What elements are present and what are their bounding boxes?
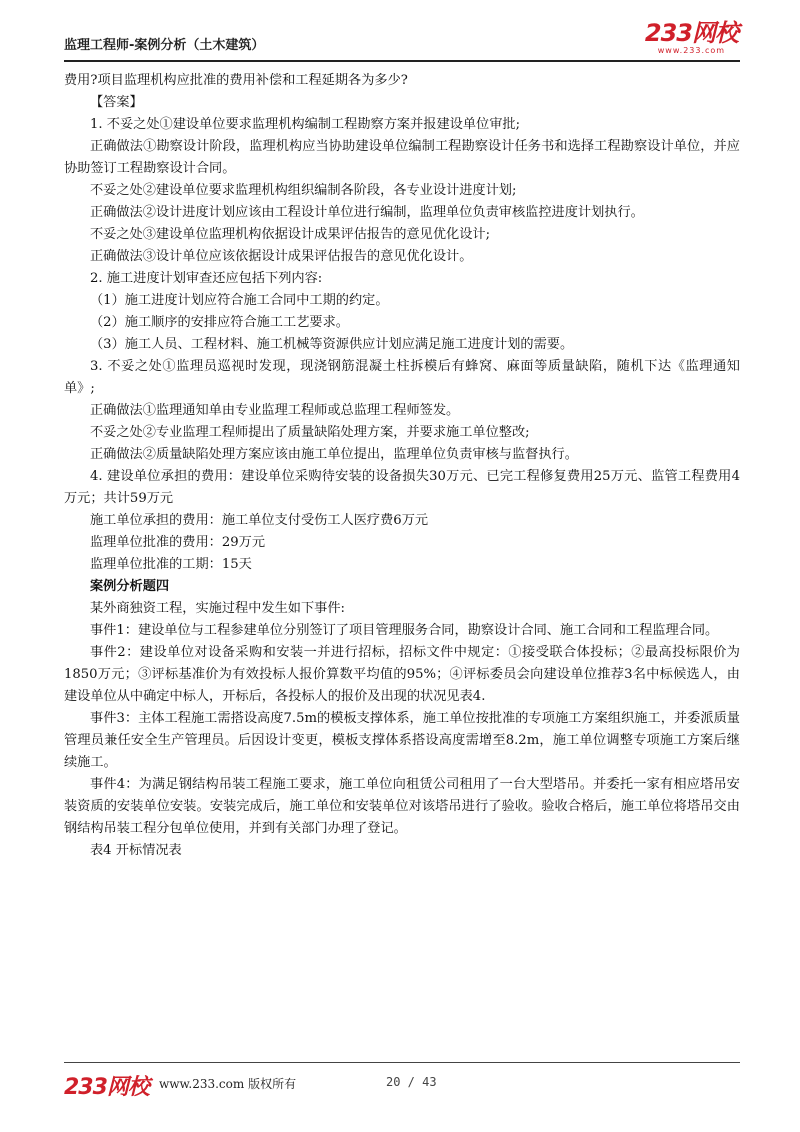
footer-divider (64, 1062, 740, 1063)
paragraph: 事件1：建设单位与工程参建单位分别签订了项目管理服务合同，勘察设计合同、施工合同和工程监理合同。 (90, 623, 719, 638)
paragraph: （2）施工顺序的安排应符合施工工艺要求。 (90, 315, 349, 330)
paragraph: 不妥之处②建设单位要求监理机构组织编制各阶段，各专业设计进度计划; (90, 183, 517, 198)
document-body (64, 70, 740, 862)
page-number: 20 / 43 (386, 1075, 437, 1089)
paragraph: 事件2：建设单位对设备采购和安装一并进行招标，招标文件中规定：①接受联合体投标；②最高投标限价为1850万元；③评标基准价为有效投标人报价算数平均值的95%；④评标委员会向建设单位推荐3名中标候选人，由建设单位从中确定中标人，开标后，各投标人的报价及出现的状况见表4. (64, 645, 740, 704)
section-heading: 案例分析题四 (90, 579, 170, 594)
brand-logo[interactable] (645, 20, 738, 55)
paragraph: 【答案】 (90, 95, 143, 110)
logo-text: 233网校 (644, 19, 738, 47)
footer-logo[interactable]: 233网校 (64, 1075, 149, 1100)
paragraph: （1）施工进度计划应符合施工合同中工期的约定。 (90, 293, 389, 308)
paragraph: 1. 不妥之处①建设单位要求监理机构编制工程勘察方案并报建设单位审批; (90, 117, 521, 132)
paragraph: 正确做法②质量缺陷处理方案应该由施工单位提出，监理单位负责审核与监督执行。 (90, 447, 578, 462)
paragraph: 正确做法①监理通知单由专业监理工程师或总监理工程师签发。 (90, 403, 460, 418)
paragraph: 不妥之处②专业监理工程师提出了质量缺陷处理方案，并要求施工单位整改; (90, 425, 530, 440)
paragraph: 表4 开标情况表 (90, 843, 182, 858)
paragraph: 监理单位批准的工期：15天 (90, 557, 252, 572)
paragraph: 正确做法①勘察设计阶段，监理机构应当协助建设单位编制工程勘察设计任务书和选择工程勘察设计单位，并应协助签订工程勘察设计合同。 (64, 139, 740, 176)
paragraph: 正确做法②设计进度计划应该由工程设计单位进行编制，监理单位负责审核监控进度计划执行。 (90, 205, 644, 220)
page-footer (64, 1062, 740, 1102)
paragraph: 事件3：主体工程施工需搭设高度7.5m的模板支撑体系，施工单位按批准的专项施工方案组织施工，并委派质量管理员兼任安全生产管理员。后因设计变更，模板支撑体系搭设高度需增至8.2m，施工单位调整专项施工方案后继续施工。 (64, 711, 740, 770)
paragraph: 2. 施工进度计划审查还应包括下列内容: (90, 271, 323, 286)
paragraph: 事件4：为满足钢结构吊装工程施工要求，施工单位向租赁公司租用了一台大型塔吊。并委托一家有相应塔吊安装资质的安装单位安装。安装完成后，施工单位和安装单位对该塔吊进行了验收。验收合格后，施工单位将塔吊交由钢结构吊装工程分包单位使用，并到有关部门办理了登记。 (64, 777, 740, 836)
paragraph: 3. 不妥之处①监理员巡视时发现，现浇钢筋混凝土柱拆模后有蜂窝、麻面等质量缺陷，随机下达《监理通知单》; (64, 359, 740, 396)
paragraph: 监理单位批准的费用：29万元 (90, 535, 266, 550)
paragraph: 不妥之处③建设单位监理机构依据设计成果评估报告的意见优化设计; (90, 227, 491, 242)
page-header (64, 18, 740, 62)
logo-url: www.233.com (657, 46, 726, 55)
copyright-text: www.233.com 版权所有 (159, 1077, 297, 1091)
paragraph: （3）施工人员、工程材料、施工机械等资源供应计划应满足施工进度计划的需要。 (90, 337, 574, 352)
paragraph: 正确做法③设计单位应该依据设计成果评估报告的意见优化设计。 (90, 249, 473, 264)
paragraph: 4. 建设单位承担的费用：建设单位采购待安装的设备损失30万元、已完工程修复费用25万元、监管工程费用4万元；共计59万元 (64, 469, 740, 506)
paragraph: 某外商独资工程，实施过程中发生如下事件: (90, 601, 346, 616)
paragraph: 施工单位承担的费用：施工单位支付受伤工人医疗费6万元 (90, 513, 429, 528)
header-divider (64, 60, 740, 62)
document-title: 监理工程师-案例分析（土木建筑） (64, 38, 265, 53)
paragraph: 费用?项目监理机构应批准的费用补偿和工程延期各为多少? (64, 73, 408, 88)
